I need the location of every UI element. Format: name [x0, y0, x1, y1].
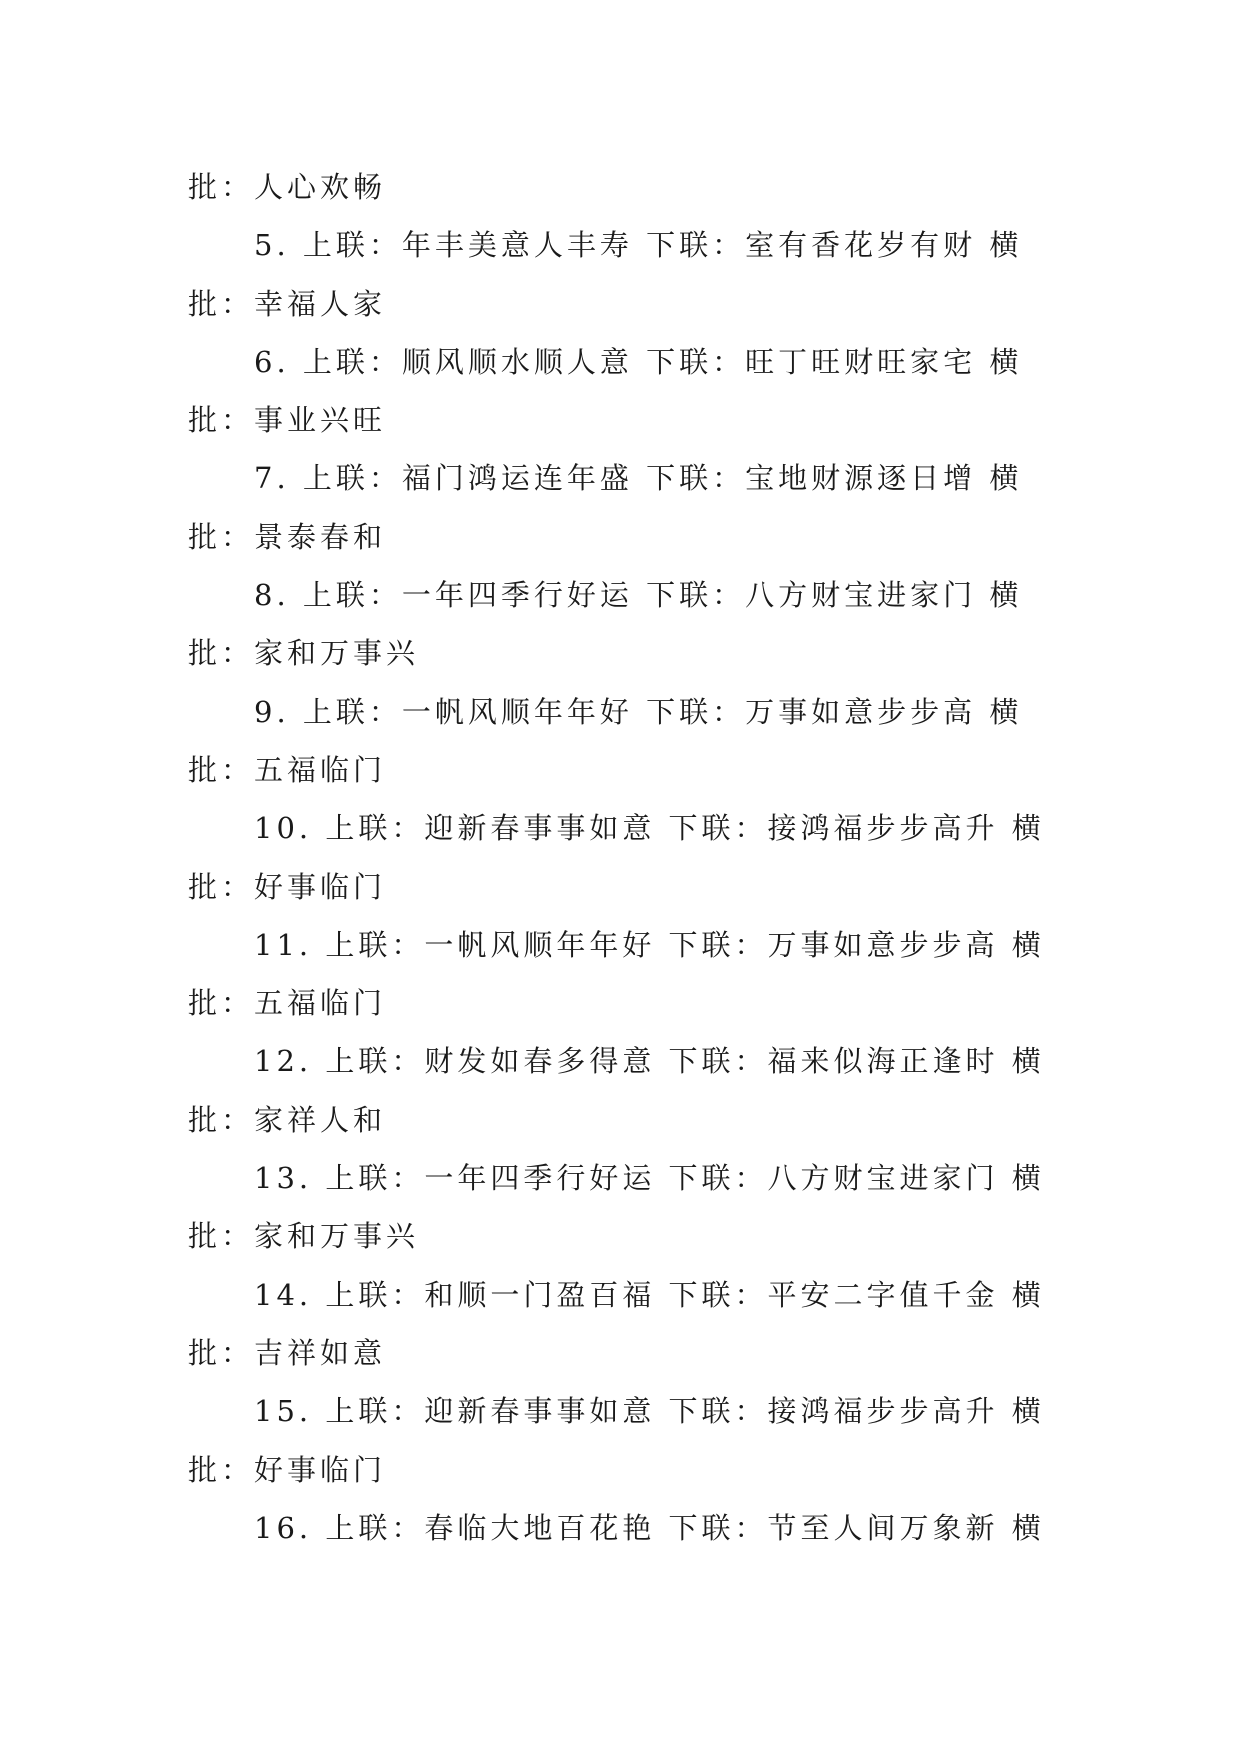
text-line: 6. 上联：顺风顺水顺人意 下联：旺丁旺财旺家宅 横 [254, 344, 1023, 379]
text-line: 批：好事临门 [188, 1452, 387, 1487]
text-line: 批：家和万事兴 [188, 636, 420, 671]
text-line: 7. 上联：福门鸿运连年盛 下联：宝地财源逐日增 横 [254, 461, 1023, 496]
text-line: 批：幸福人家 [188, 286, 387, 321]
text-line: 批：家祥人和 [188, 1102, 387, 1137]
text-line: 11. 上联：一帆风顺年年好 下联：万事如意步步高 横 [254, 927, 1045, 962]
text-line: 批：好事临门 [188, 869, 387, 904]
text-line: 批：家和万事兴 [188, 1219, 420, 1254]
text-line: 16. 上联：春临大地百花艳 下联：节至人间万象新 横 [254, 1510, 1045, 1545]
text-line: 13. 上联：一年四季行好运 下联：八方财宝进家门 横 [254, 1161, 1045, 1196]
text-line: 14. 上联：和顺一门盈百福 下联：平安二字值千金 横 [254, 1277, 1045, 1312]
text-line: 批：景泰春和 [188, 519, 387, 554]
text-line: 批：吉祥如意 [188, 1335, 387, 1370]
text-line: 批：事业兴旺 [188, 403, 387, 438]
text-line: 10. 上联：迎新春事事如意 下联：接鸿福步步高升 横 [254, 811, 1045, 846]
text-line: 15. 上联：迎新春事事如意 下联：接鸿福步步高升 横 [254, 1394, 1045, 1429]
text-line: 批：五福临门 [188, 986, 387, 1021]
document-body [188, 158, 1048, 1557]
text-line: 批：人心欢畅 [188, 170, 387, 204]
text-line: 8. 上联：一年四季行好运 下联：八方财宝进家门 横 [254, 578, 1023, 613]
text-line: 9. 上联：一帆风顺年年好 下联：万事如意步步高 横 [254, 694, 1023, 729]
text-line: 12. 上联：财发如春多得意 下联：福来似海正逢时 横 [254, 1044, 1045, 1079]
text-line: 5. 上联：年丰美意人丰寿 下联：室有香花岁有财 横 [254, 228, 1023, 263]
text-line: 批：五福临门 [188, 752, 387, 787]
